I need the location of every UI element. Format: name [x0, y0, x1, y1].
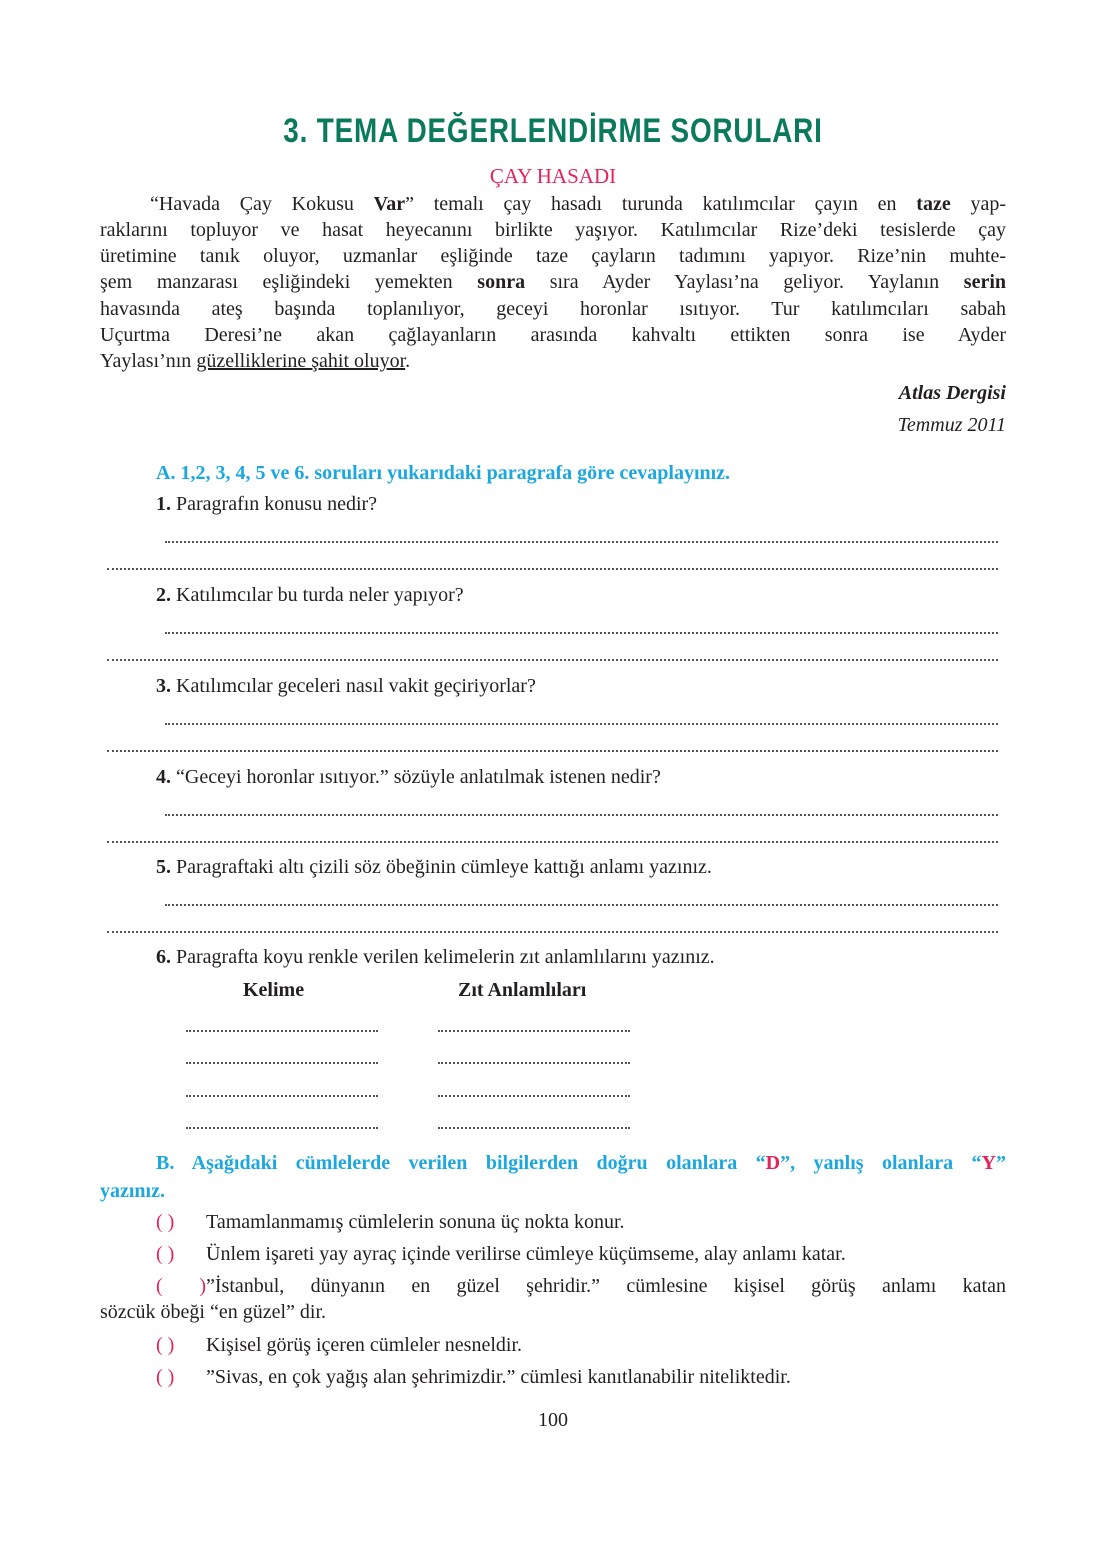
word-blank[interactable]	[186, 1062, 378, 1064]
passage-line	[100, 348, 1006, 374]
tf-item	[156, 1366, 791, 1389]
antonym-blank[interactable]	[438, 1095, 630, 1097]
text: .	[405, 350, 411, 372]
date: Temmuz 2011	[897, 414, 1006, 436]
text: ” temalı çay hasadı turunda katılımcılar çayın en	[405, 193, 917, 215]
item-text: ”Sivas, en çok yağış alan şehrimizdir.” cümlesi kanıtlanabilir niteliktedir.	[206, 1366, 791, 1388]
section-b-instruction	[156, 1152, 1006, 1175]
passage-line: Uçurtma Deresi’ne akan çağlayanların arasında kahvaltı ettikten sonra ise Ayder	[100, 324, 1006, 346]
question-text: “Geceyi horonlar ısıtıyor.” sözüyle anlatılmak istenen nedir?	[171, 766, 661, 788]
text: B. Aşağıdaki cümlelerde verilen bilgilerden doğru olanlara “	[156, 1152, 766, 1174]
answer-line[interactable]	[165, 723, 998, 725]
question-text: Katılımcılar bu turda neler yapıyor?	[171, 584, 464, 606]
item-text: ”İstanbul, dünyanın en güzel şehridir.” cümlesine kişisel görüş anlamı katan	[206, 1275, 1006, 1297]
question-text: Katılımcılar geceleri nasıl vakit geçiriyorlar?	[171, 675, 536, 697]
antonym-blank[interactable]	[438, 1127, 630, 1129]
answer-line[interactable]	[165, 814, 998, 816]
column-header-word: Kelime	[243, 979, 305, 1001]
question-6	[156, 946, 715, 969]
column-header-antonym: Zıt Anlamlıları	[458, 979, 587, 1001]
answer-line[interactable]	[165, 632, 998, 634]
question-number: 3.	[156, 675, 171, 697]
text: sıra Ayder Yaylası’na geliyor. Yaylanın	[525, 271, 964, 293]
item-text: Ünlem işareti yay ayraç içinde verilirse cümleye küçümseme, alay anlamı katar.	[206, 1243, 846, 1265]
tf-item	[156, 1275, 1006, 1298]
question-text: Paragrafın konusu nedir?	[171, 493, 378, 515]
section-a-instruction: A. 1,2, 3, 4, 5 ve 6. soruları yukarıdaki paragrafa göre cevaplayınız.	[156, 462, 731, 484]
answer-line[interactable]	[107, 659, 998, 661]
question-number: 6.	[156, 946, 171, 968]
item-text-cont: sözcük öbeği “en güzel” dir.	[100, 1301, 327, 1323]
word-blank[interactable]	[186, 1127, 378, 1129]
answer-box[interactable]: ( )	[156, 1366, 175, 1388]
page-title: 3. TEMA DEĞERLENDİRME SORULARI	[283, 112, 823, 150]
answer-line[interactable]	[107, 750, 998, 752]
true-letter: D	[765, 1152, 781, 1174]
passage-line: raklarını topluyor ve hasat heyecanını birlikte yaşıyor. Katılımcılar Rize’deki tesislerde çay	[100, 219, 1006, 241]
question-3	[156, 675, 536, 698]
answer-line[interactable]	[107, 841, 998, 843]
answer-box[interactable]: ( )	[156, 1211, 175, 1233]
answer-line[interactable]	[165, 904, 998, 906]
question-number: 2.	[156, 584, 171, 606]
word-blank[interactable]	[186, 1095, 378, 1097]
passage-title: ÇAY HASADI	[489, 164, 617, 188]
text: ”	[996, 1152, 1006, 1174]
underlined-phrase: güzelliklerine şahit oluyor	[196, 350, 406, 372]
bold-word: taze	[916, 193, 951, 215]
passage-line: havasında ateş başında toplanılıyor, geceyi horonlar ısıtıyor. Tur katılımcıları sabah	[100, 298, 1006, 320]
antonym-blank[interactable]	[438, 1062, 630, 1064]
section-b-instruction-cont: yazınız.	[100, 1180, 165, 1202]
source: Atlas Dergisi	[898, 382, 1006, 404]
question-1	[156, 493, 377, 516]
item-text: Tamamlanmamış cümlelerin sonuna üç nokta konur.	[206, 1211, 625, 1233]
text: Yaylası’nın	[100, 350, 197, 372]
bold-word: serin	[963, 271, 1006, 293]
question-5	[156, 856, 712, 879]
answer-line[interactable]	[107, 931, 998, 933]
answer-box[interactable]: ( )	[156, 1334, 175, 1356]
text: “Havada Çay Kokusu	[150, 193, 374, 215]
item-text: Kişisel görüş içeren cümleler nesneldir.	[206, 1334, 523, 1356]
bold-word: Var	[373, 193, 406, 215]
passage-line	[100, 269, 1006, 295]
antonym-blank[interactable]	[438, 1030, 630, 1032]
false-letter: Y	[981, 1152, 996, 1174]
tf-item	[156, 1334, 522, 1357]
question-4	[156, 766, 661, 789]
question-number: 4.	[156, 766, 171, 788]
bold-word: sonra	[477, 271, 526, 293]
question-text: Paragraftaki altı çizili söz öbeğinin cümleye kattığı anlamı yazınız.	[171, 856, 712, 878]
passage-line	[100, 191, 1006, 217]
text: ”, yanlış olanlara “	[780, 1152, 982, 1174]
answer-box[interactable]: ( )	[156, 1275, 206, 1297]
question-2	[156, 584, 464, 607]
answer-line[interactable]	[165, 541, 998, 543]
text: şem manzarası eşliğindeki yemekten	[100, 271, 478, 293]
answer-line[interactable]	[107, 568, 998, 570]
tf-item	[156, 1211, 625, 1234]
text: yap-	[950, 193, 1006, 215]
tf-item	[156, 1243, 846, 1266]
question-text: Paragrafta koyu renkle verilen kelimelerin zıt anlamlılarını yazınız.	[171, 946, 715, 968]
page-number: 100	[538, 1409, 568, 1431]
passage-line: üretimine tanık oluyor, uzmanlar eşliğinde taze çayların tadımını yapıyor. Rize’nin muhte-	[100, 245, 1006, 267]
answer-box[interactable]: ( )	[156, 1243, 175, 1265]
question-number: 5.	[156, 856, 171, 878]
word-blank[interactable]	[186, 1030, 378, 1032]
question-number: 1.	[156, 493, 171, 515]
